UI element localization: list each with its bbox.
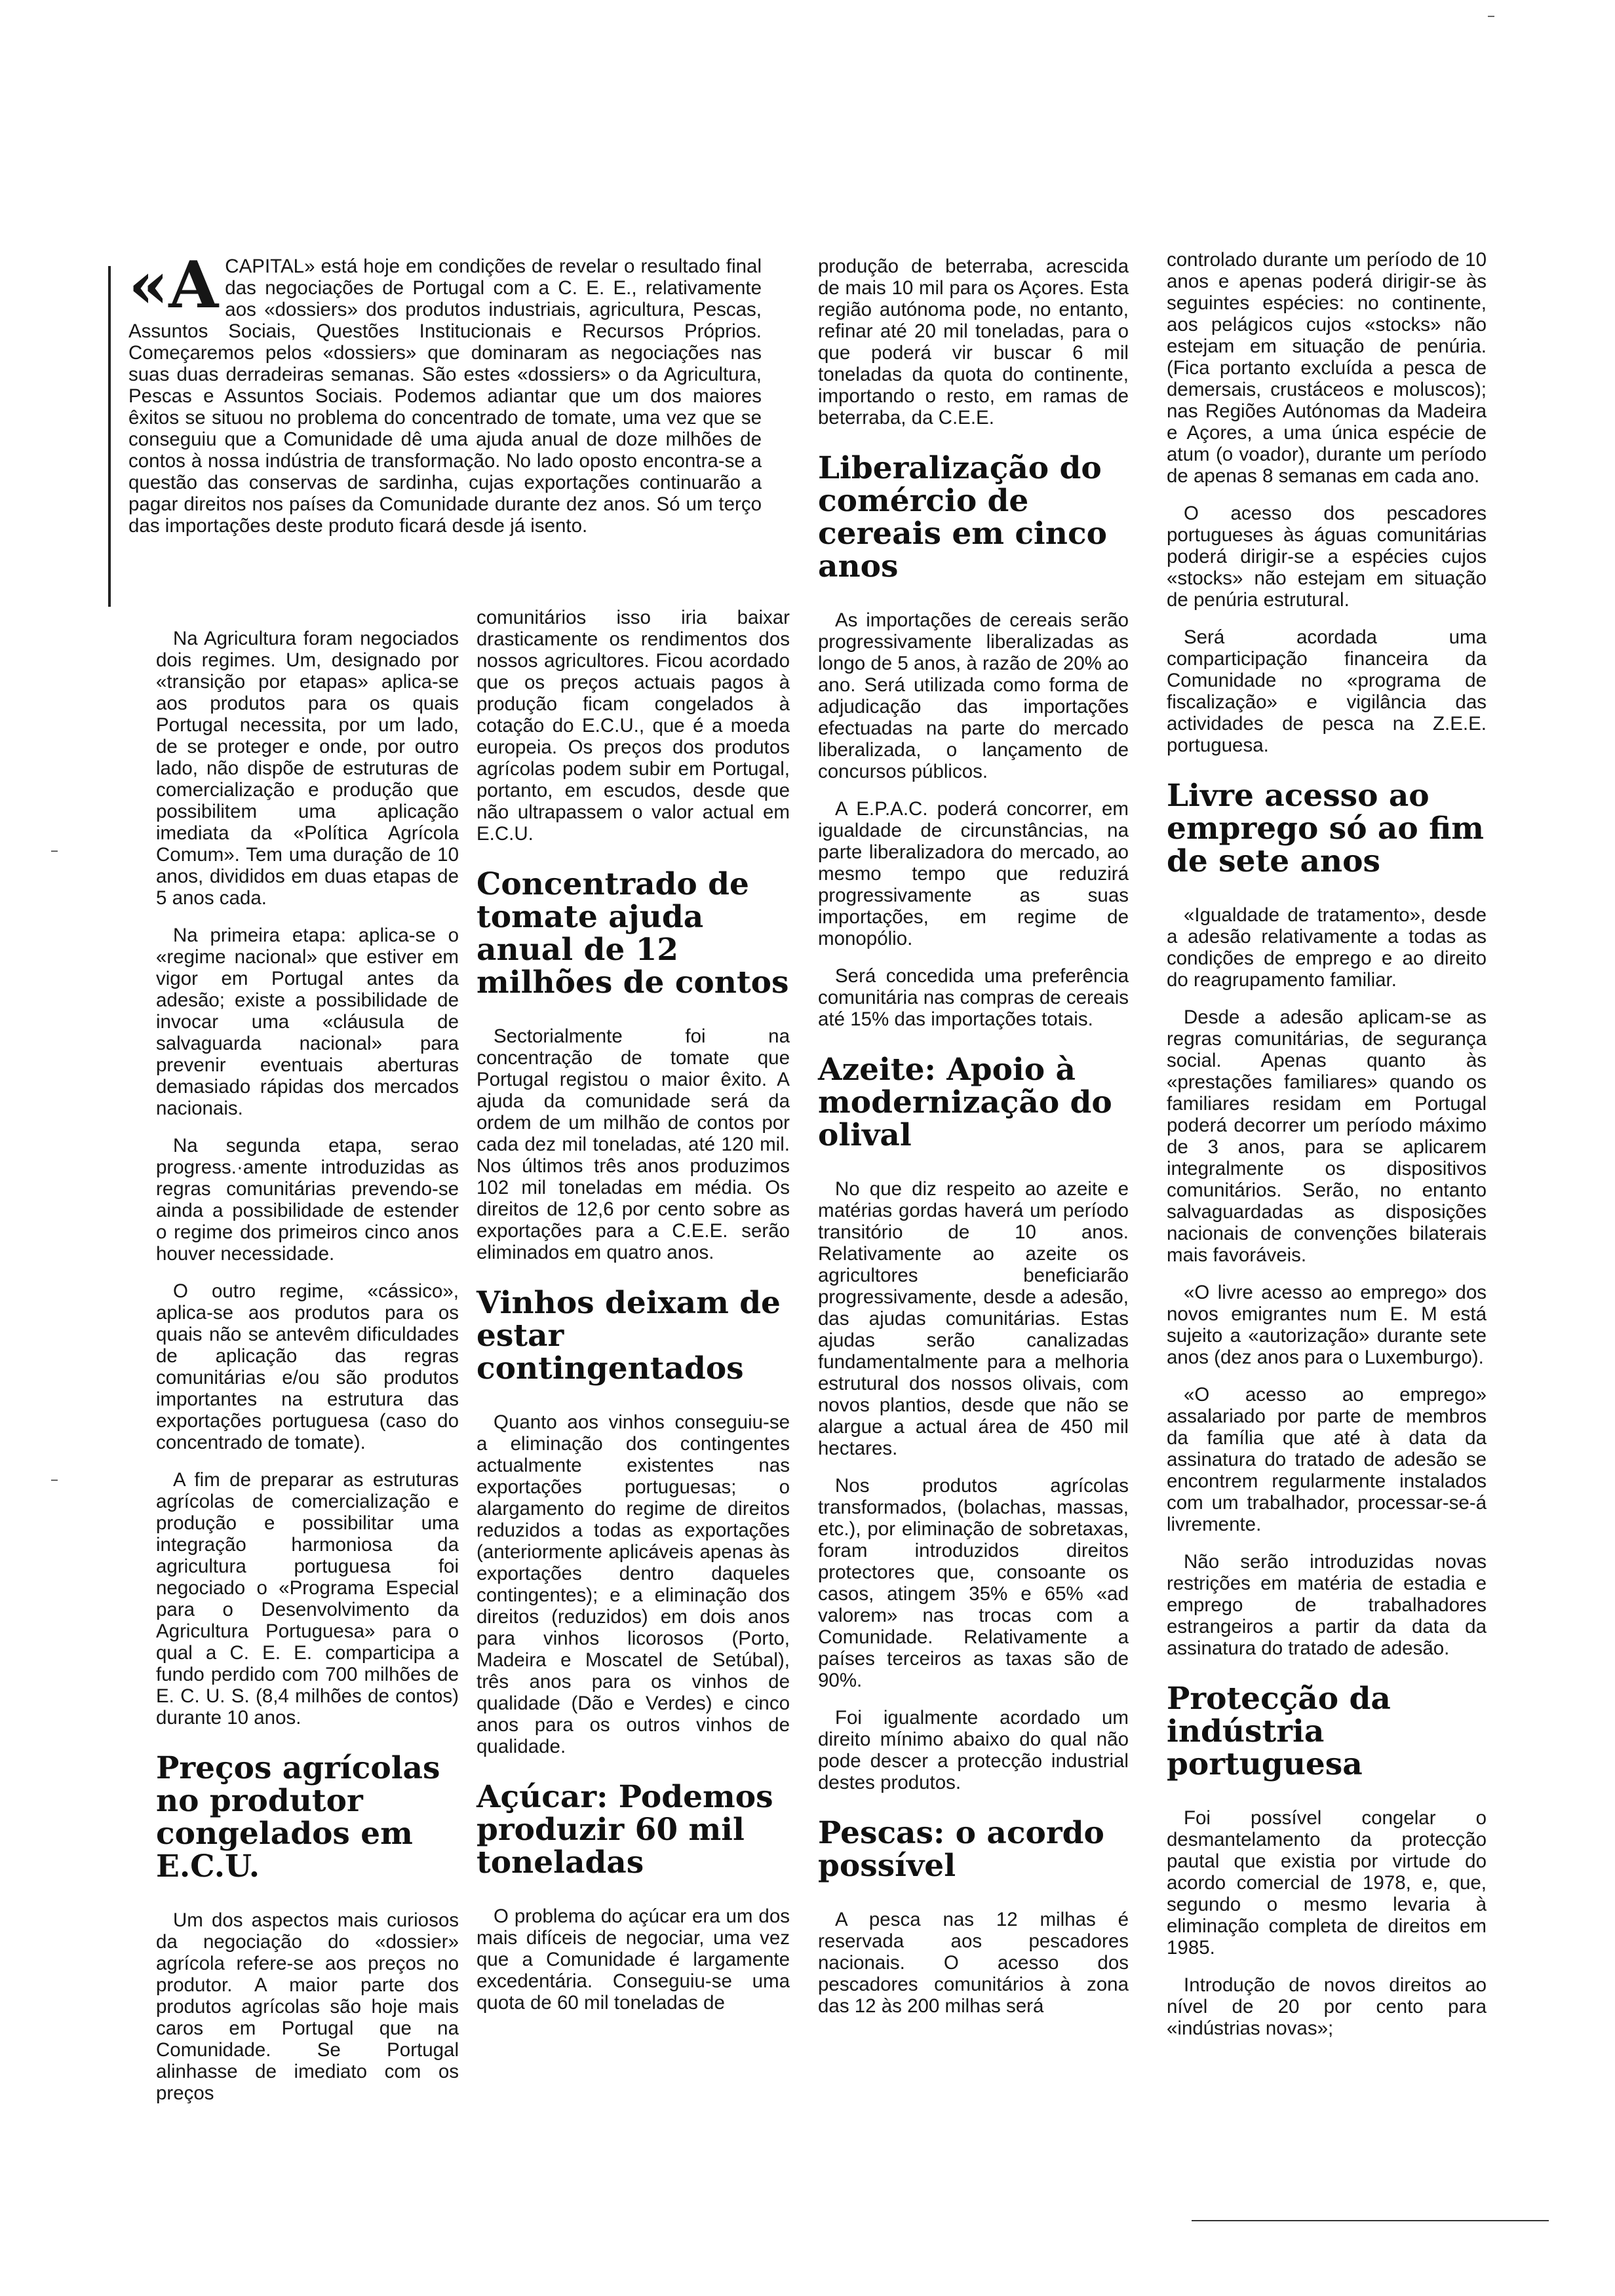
paragraph: No que diz respeito ao azeite e matérias gordas haverá um período transitório de 10 anos. Relativamente ao azeite os agricultores beneficiarão progressivamente, desde a adesão, das ajudas comunitárias. Estas ajudas serão canalizadas fundamentalmente para a melhoria estrutural dos nossos olivais, com novos plantios, desde que não se alargue a actual área de 450 mil hectares. [818,1178,1129,1459]
paragraph: A fim de preparar as estruturas agrícolas de comercialização e produção e possibilitar uma integração harmoniosa da agricultura portuguesa foi negociado o «Programa Especial para o Desenvolvimento da Agricultura Portuguesa» para o qual a C. E. E. comparticipa a fundo perdido com 700 milhões de E. C. U. S. (8,4 milhões de contos) durante 10 anos. [156,1469,459,1729]
paragraph: Na Agricultura foram negociados dois regimes. Um, designado por «transição por etapas» aplica-se aos produtos para os quais Portugal necessita, por um lado, de se proteger e onde, por outro lado, não dispõe de estruturas de comercialização e produção que possibilitem uma aplicação imediata da «Política Agrícola Comum». Tem uma duração de 10 anos, divididos em duas etapas de 5 anos cada. [156,628,459,909]
section-heading: Livre acesso ao emprego só ao fim de sete anos [1167,778,1484,879]
paragraph: Será acordada uma comparticipação financeira da Comunidade no «programa de fiscalização» e vigilância das actividades de pesca na Z.E.E. portuguesa. [1167,626,1487,756]
section-heading: Vinhos deixam de estar contingentados [477,1285,781,1387]
scan-mark [1488,16,1494,17]
section-heading: Pescas: o acordo possível [818,1815,1104,1884]
paragraph: Nos produtos agrícolas transformados, (bolachas, massas, etc.), por eliminação de sobretaxas, foram introduzidos direitos protectores que, consoante os casos, atingem 35% e 65% «ad valorem» nas trocas com a Comunidade. Relativamente a países terceiros as taxas são de 90%. [818,1475,1129,1691]
paragraph: Sectorialmente foi na concentração de tomate que Portugal registou o maior êxito. A ajuda da comunidade será da ordem de um milhão de contos por cada dez mil toneladas, até 120 mil. Nos últimos três anos produzimos 102 mil toneladas em média. Os direitos de 12,6 por cento sobre as exportações para a C.E.E. serão eliminados em quatro anos. [477,1025,790,1263]
column-2 [477,607,790,2029]
section-heading: Protecção da indústria portuguesa [1167,1681,1391,1782]
paragraph: A pesca nas 12 milhas é reservada aos pescadores nacionais. O acesso dos pescadores comunitários à zona das 12 às 200 milhas será [818,1909,1129,2017]
lead-paragraph [128,248,762,537]
section-heading: Açúcar: Podemos produzir 60 mil toneladas [477,1779,773,1881]
section-heading: Concentrado de tomate ajuda anual de 12 milhões de contos [477,866,789,1001]
scan-mark [51,1480,58,1481]
paragraph: Quanto aos vinhos conseguiu-se a eliminação dos contingentes actualmente existentes nas exportações portuguesas; o alargamento do regime de direitos reduzidos a todas as exportações (anteriormente aplicáveis apenas às exportações dentro daqueles contingentes); e a eliminação dos direitos (reduzidos) em dois anos para vinhos licorosos (Porto, Madeira e Moscatel de Setúbal), três anos para os vinhos de qualidade (Dão e Verdes) e cinco anos para os outros vinhos de qualidade. [477,1411,790,1757]
paragraph: Será concedida uma preferência comunitária nas compras de cereais até 15% das importações totais. [818,965,1129,1030]
column-3 [818,256,1129,2033]
paragraph: «Igualdade de tratamento», desde a adesão relativamente a todas as condições de emprego e ao direito do reagrupamento familiar. [1167,904,1487,991]
paragraph: controlado durante um período de 10 anos e apenas poderá dirigir-se às seguintes espécies: no continente, aos pelágicos cujos «stocks» não estejam em situação de penúria. (Fica portanto excluída a pesca de demersais, crustáceos e moluscos); nas Regiões Autónomas da Madeira e Açores, a uma única espécie de atum (o voador), durante um período de apenas 8 semanas em cada ano. [1167,249,1487,487]
paragraph: O problema do açúcar era um dos mais difíceis de negociar, uma vez que a Comunidade é largamente excedentária. Conseguiu-se uma quota de 60 mil toneladas de [477,1905,790,2014]
paragraph: O acesso dos pescadores portugueses às águas comunitárias poderá dirigir-se a espécies cujos «stocks» não estejam em situação de penúria estrutural. [1167,503,1487,611]
paragraph: Foi possível congelar o desmantelamento da protecção pautal que existia por virtude do acordo comercial de 1978, e, que, segundo o mesmo levaria à eliminação completa de direitos em 1985. [1167,1807,1487,1959]
paragraph: «O acesso ao emprego» assalariado por parte de membros da família que até à data da assinatura do tratado de adesão se encontrem regularmente instalados com um trabalhador, processar-se-á livremente. [1167,1384,1487,1535]
paragraph: produção de beterraba, acrescida de mais 10 mil para os Açores. Esta região autónoma pode, no entanto, refinar até 20 mil toneladas, para o que poderá vir buscar 6 mil toneladas da quota do continente, importando o resto, em ramas de beterraba, da C.E.E. [818,256,1129,429]
section-heading: Azeite: Apoio à modernização do olival [818,1052,1112,1153]
paragraph: Na primeira etapa: aplica-se o «regime nacional» que estiver em vigor em Portugal antes da adesão; existe a possibilidade de invocar uma «cláusula de salvaguarda nacional» para prevenir eventuais aberturas demasiado rápidas dos mercados nacionais. [156,925,459,1119]
margin-rule [108,266,111,607]
column-1 [156,628,459,2120]
paragraph: Na segunda etapa, serao progress.·amente introduzidas as regras comunitárias prevendo-se ainda a possibilidade de estender o regime dos primeiros cinco anos houver necessidade. [156,1135,459,1265]
bottom-rule [1192,2220,1549,2221]
paragraph: Desde a adesão aplicam-se as regras comunitárias, de segurança social. Apenas quanto às «prestações familiares» quando os familiares residam em Portugal poderá decorrer um período máximo de 3 anos, para se aplicarem integralmente os dispositivos comunitários. Serão, no entanto salvaguardadas as disposições nacionais de convenções bilaterais mais favoráveis. [1167,1006,1487,1266]
scan-mark [51,851,58,852]
paragraph: Um dos aspectos mais curiosos da negociação do «dossier» agrícola refere-se aos preços no produtor. A maior parte dos produtos agrícolas são hoje mais caros em Portugal que na Comunidade. Se Portugal alinhasse de imediato com os preços [156,1909,459,2104]
lead-text: CAPITAL» está hoje em condições de revelar o resultado final das negociações de Portugal com a C. E. E., relativamente aos «dossiers» dos produtos industriais, agricultura, Pescas, Assuntos Sociais, Questões Institucionais e Recursos Próprios. Começaremos pelos «dossiers» que dominaram as negociações nas suas duas derradeiras semanas. São estes «dossiers» o da Agricultura, Pescas e Assuntos Sociais. Podemos adiantar que um dos maiores êxitos se situou no problema do concentrado de tomate, uma vez que se conseguiu que a Comunidade dê uma ajuda anual de doze milhões de contos à nossa indústria de transformação. No lado oposto encontra-se a questão das conservas de sardinha, cujas exportações continuarão a pagar direitos nos países da Comunidade durante dez anos. Só um terço das importações deste produto ficará desde já isento. [128,256,762,537]
paragraph: comunitários isso iria baixar drasticamente os rendimentos dos nossos agricultores. Ficou acordado que os preços actuais pagos à produção ficam congelados à cotação do E.C.U., que é a moeda europeia. Os preços dos produtos agrícolas podem subir em Portugal, portanto, em escudos, desde que não ultrapassem o valor actual em E.C.U. [477,607,790,845]
paragraph: O outro regime, «cássico», aplica-se aos produtos para os quais não se antevêm dificuldades de aplicação das regras comunitárias e/ou são produtos importantes na estrutura das exportações portuguesa (caso do concentrado de tomate). [156,1280,459,1453]
section-heading: Liberalização do comércio de cereais em cinco anos [818,450,1107,584]
section-heading: Preços agrícolas no produtor congelados em E.C.U. [156,1750,440,1885]
paragraph: A E.P.A.C. poderá concorrer, em igualdade de circunstâncias, na parte liberalizadora do mercado, ao mesmo tempo que reduzirá progressivamente as suas importações, em regime de monopólio. [818,798,1129,949]
paragraph: As importações de cereais serão progressivamente liberalizadas as longo de 5 anos, à razão de 20% ao ano. Será utilizada como forma de adjudicação das importações efectuadas na parte do mercado liberalizada, o lançamento de concursos públicos. [818,609,1129,782]
paragraph: Introdução de novos direitos ao nível de 20 por cento para «indústrias novas»; [1167,1974,1487,2039]
drop-cap: «A [128,248,219,323]
paragraph: «O livre acesso ao emprego» dos novos emigrantes num E. M está sujeito a «autorização» durante sete anos (dez anos para o Luxemburgo). [1167,1282,1487,1368]
paragraph: Não serão introduzidas novas restrições em matéria de estadia e emprego de trabalhadores estrangeiros a partir da data da assinatura do tratado de adesão. [1167,1551,1487,1659]
column-4 [1167,249,1487,2055]
paragraph: Foi igualmente acordado um direito mínimo abaixo do qual não pode descer a protecção industrial destes produtos. [818,1707,1129,1793]
